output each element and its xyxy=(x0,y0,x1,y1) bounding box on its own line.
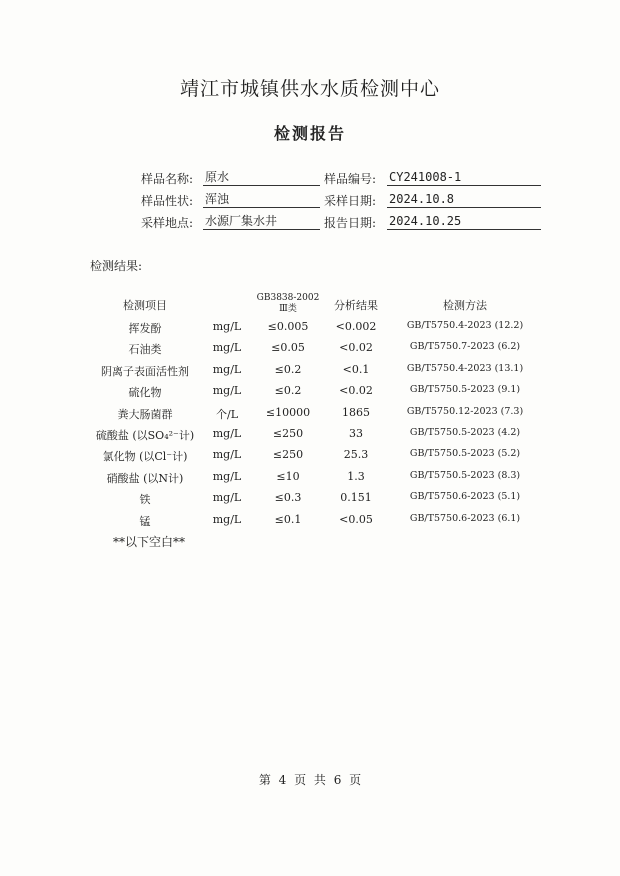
cell-item: 粪大肠菌群 xyxy=(117,407,173,421)
cell-item: 铁 xyxy=(139,493,151,507)
cell-unit: mg/L xyxy=(212,362,242,376)
sample-name-value: 原水 xyxy=(203,169,320,186)
sample-id-value: CY241008-1 xyxy=(387,169,541,186)
cell-limit: ≤0.2 xyxy=(274,384,302,398)
cell-limit: ≤250 xyxy=(272,448,304,462)
cell-result: 1.3 xyxy=(347,469,365,483)
cell-limit: ≤0.2 xyxy=(274,362,302,376)
cell-method: GB/T5750.4-2023 (13.1) xyxy=(406,362,524,374)
report-date-value: 2024.10.25 xyxy=(387,213,541,230)
sample-state-value: 浑浊 xyxy=(203,191,320,208)
col-limit-header xyxy=(252,293,324,315)
cell-limit: ≤250 xyxy=(272,427,304,440)
cell-method: GB/T5750.5-2023 (5.2) xyxy=(409,448,521,460)
cell-item: 阴离子表面活性剂 xyxy=(101,364,189,378)
cell-unit: mg/L xyxy=(212,384,242,398)
cell-item: 挥发酚 xyxy=(128,322,162,335)
cell-limit: ≤0.3 xyxy=(274,491,302,505)
col-item-header: 检测项目 xyxy=(123,299,167,312)
cell-item: 氯化物 (以Cl⁻计) xyxy=(102,450,188,464)
cell-result: <0.02 xyxy=(339,341,373,355)
cell-result: <0.02 xyxy=(339,384,373,398)
cell-unit: mg/L xyxy=(212,512,242,526)
col-limit-header-line2: Ⅲ类 xyxy=(279,304,297,314)
cell-unit: mg/L xyxy=(212,341,242,355)
cell-result: 1865 xyxy=(342,405,370,419)
report-date-label: 报告日期: xyxy=(324,216,377,230)
cell-result: <0.05 xyxy=(339,512,373,526)
sampling-site-value: 水源厂集水井 xyxy=(203,213,320,230)
cell-limit: ≤0.005 xyxy=(267,320,309,333)
cell-method: GB/T5750.5-2023 (8.3) xyxy=(409,469,521,481)
cell-method: GB/T5750.5-2023 (9.1) xyxy=(409,384,521,396)
cell-result: <0.002 xyxy=(335,320,377,333)
cell-unit: 个/L xyxy=(215,407,238,421)
cell-limit: ≤10000 xyxy=(265,405,311,419)
col-limit-header-line1: GB3838-2002 xyxy=(256,293,320,303)
cell-limit: ≤0.1 xyxy=(274,512,302,526)
sampling-date-value: 2024.10.8 xyxy=(387,191,541,208)
organization-title: 靖江市城镇供水水质检测中心 xyxy=(179,78,440,100)
cell-result: 0.151 xyxy=(340,491,372,505)
cell-method: GB/T5750.4-2023 (12.2) xyxy=(406,320,524,331)
cell-item: 硝酸盐 (以N计) xyxy=(106,471,184,485)
cell-result: 25.3 xyxy=(343,448,369,462)
cell-item: 硫化物 xyxy=(128,386,162,400)
sample-name-label: 样品名称: xyxy=(141,172,194,186)
cell-unit: mg/L xyxy=(212,469,242,483)
cell-item: 硫酸盐 (以SO₄²⁻计) xyxy=(95,429,195,442)
cell-method: GB/T5750.6-2023 (6.1) xyxy=(409,512,521,524)
cell-unit: mg/L xyxy=(212,448,242,462)
sample-id-label: 样品编号: xyxy=(324,172,377,186)
cell-result: <0.1 xyxy=(342,362,370,376)
page-number: 第 4 页 共 6 页 xyxy=(258,773,362,787)
cell-item: 石油类 xyxy=(128,343,162,357)
col-method-header: 检测方法 xyxy=(443,299,487,312)
cell-unit: mg/L xyxy=(212,427,242,440)
cell-method: GB/T5750.12-2023 (7.3) xyxy=(406,405,524,417)
results-label: 检测结果: xyxy=(90,259,143,273)
cell-method: GB/T5750.6-2023 (5.1) xyxy=(409,491,521,503)
cell-result: 33 xyxy=(349,427,363,440)
end-mark: **以下空白** xyxy=(113,535,186,549)
cell-unit: mg/L xyxy=(212,320,242,333)
col-result-header: 分析结果 xyxy=(334,299,378,312)
cell-method: GB/T5750.7-2023 (6.2) xyxy=(409,341,521,353)
report-title: 检测报告 xyxy=(273,124,346,143)
sample-state-label: 样品性状: xyxy=(141,194,194,208)
cell-limit: ≤0.05 xyxy=(271,341,305,355)
sampling-date-label: 采样日期: xyxy=(324,194,377,208)
cell-limit: ≤10 xyxy=(276,469,300,483)
cell-method: GB/T5750.5-2023 (4.2) xyxy=(409,427,521,438)
cell-unit: mg/L xyxy=(212,491,242,505)
cell-item: 锰 xyxy=(139,514,151,528)
sampling-site-label: 采样地点: xyxy=(141,216,194,230)
